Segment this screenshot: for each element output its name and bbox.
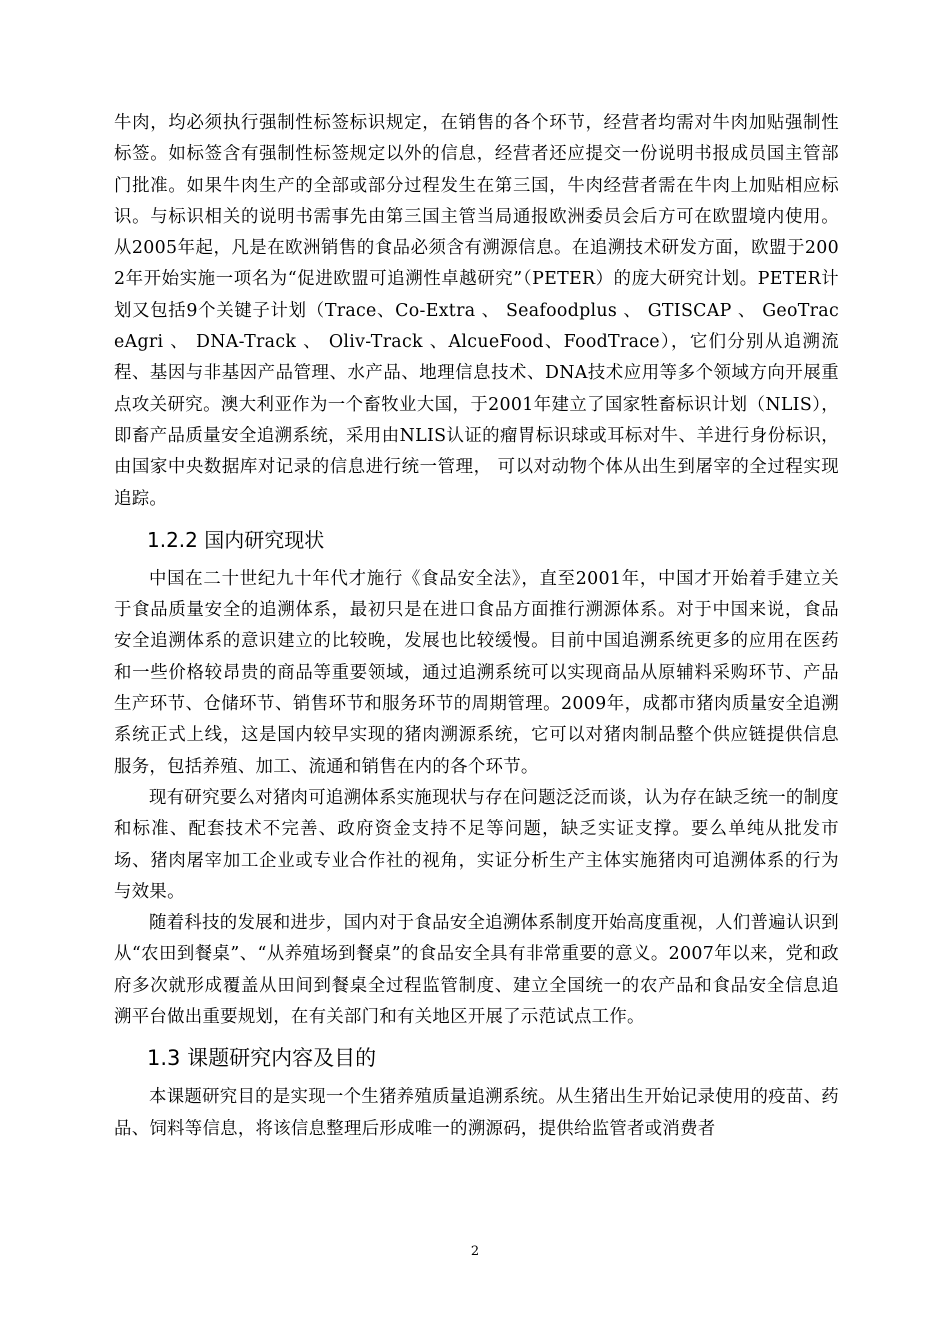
page-number: 2	[470, 1244, 480, 1259]
paragraph-technology-progress: 随着科技的发展和进步，国内对于食品安全追溯体系制度开始高度重视，人们普遍认识到从“农田到餐桌”、“从养殖场到餐桌”的食品安全具有非常重要的意义。2007年以来，党和政府多次就形成覆盖从田间到餐桌全过程监管制度、建立全国统一的农产品和食品安全信息追溯平台做出重要规划，在有关部门和有关地区开展了示范试点工作。	[114, 913, 839, 1028]
section-heading-1-3: 1.3 课题研究内容及目的	[147, 1046, 377, 1071]
paragraph-eu-australia-traceability: 牛肉，均必须执行强制性标签标识规定，在销售的各个环节，经营者均需对牛肉加贴强制性标签。如标签含有强制性标签规定以外的信息，经营者还应提交一份说明书报成员国主管部门批准。如果牛肉生产的全部或部分过程发生在第三国，牛肉经营者需在牛肉上加贴相应标识。与标识相关的说明书需事先由第三国主管当局通报欧洲委员会后方可在欧盟境内使用。从2005年起，凡是在欧洲销售的食品必须含有溯源信息。在追溯技术研发方面，欧盟于2002年开始实施一项名为“促进欧盟可追溯性卓越研究”（PETER）的庞大研究计划。PETER计划又包括9个关键子计划（Trace、Co-Extra 、 Seafoodplus 、 GTISCAP 、 GeoTraceAgri 、 DNA-Track 、 Oliv-Track 、AlcueFood、FoodTrace），它们分别从追溯流程、基因与非基因产品管理、水产品、地理信息技术、DNA技术应用等多个领域方向开展重点攻关研究。澳大利亚作为一个畜牧业大国，于2001年建立了国家牲畜标识计划（NLIS），即畜产品质量安全追溯系统，采用由NLIS认证的瘤胃标识球或耳标对牛、羊进行身份标识，由国家中央数据库对记录的信息进行统一管理， 可以对动物个体从出生到屠宰的全过程实现追踪。	[114, 113, 839, 509]
paragraph-research-goal: 本课题研究目的是实现一个生猪养殖质量追溯系统。从生猪出生开始记录使用的疫苗、药品、饲料等信息，将该信息整理后形成唯一的溯源码，提供给监管者或消费者	[114, 1087, 839, 1139]
paragraph-china-traceability-history: 中国在二十世纪九十年代才施行《食品安全法》，直至2001年，中国才开始着手建立关于食品质量安全的追溯体系，最初只是在进口食品方面推行溯源体系。对于中国来说，食品安全追溯体系的意识建立的比较晚，发展也比较缓慢。目前中国追溯系统更多的应用在医药和一些价格较昂贵的商品等重要领域，通过追溯系统可以实现商品从原辅料采购环节、产品 生产环节、仓储环节、销售环节和服务环节的周期管理。2009年，成都市猪肉质量安全追溯系统正式上线，这是国内较早实现的猪肉溯源系统，它可以对猪肉制品整个供应链提供信息服务，包括养殖、加工、流通和销售在内的各个环节。	[114, 568, 839, 777]
paragraph-existing-research: 现有研究要么对猪肉可追溯体系实施现状与存在问题泛泛而谈，认为存在缺乏统一的制度和标准、配套技术不完善、政府资金支持不足等问题，缺乏实证支撑。要么单纯从批发市场、猪肉屠宰加工企业或专业合作社的视角，实证分析生产主体实施猪肉可追溯体系的行为与效果。	[114, 787, 839, 902]
section-heading-1-2-2: 1.2.2 国内研究现状	[147, 527, 325, 552]
document-body	[114, 108, 839, 1145]
